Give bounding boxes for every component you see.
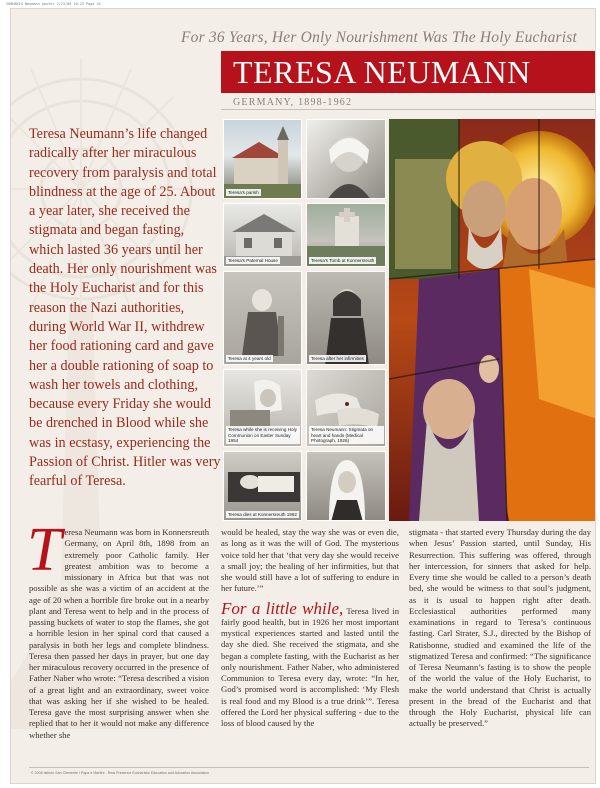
print-registration-mark: SUBHAKE4 Neumann poster 2/23/09 10:23 Page 41 (6, 2, 101, 6)
photo-tomb (306, 203, 386, 267)
woman-illustration (307, 272, 386, 365)
article-column-1 (27, 516, 209, 741)
column-2-text-start: would be healed, stay the way she was or even die, as long as it was the will of God. The mysterious voice told her that ‘that very day she would receive a small joy; the healing of her infirmities, but that she would still have a lot of suffering to endure in her future.’” (221, 527, 399, 594)
photo-holy-communion (223, 369, 302, 447)
photo-caption: Teresa dies at Konnersreuth 1962 (228, 511, 297, 517)
column-1-text: eresa Neumann was born in Konnersreuth Germany, on April 8th, 1898 from an extremely poor Catholic family. Her greatest ambition was to become a missionary in Africa but that was not possible as she was a victim of an accident at the age of 20 when a horrible fire broke out in a nearby plant and Teresa went to help and in the process of passing buckets of water to stop the flames, she got a horrible lesion in her spinal cord that caused a paralysis in both her legs and complete blindness. Teresa then passed her days in prayer, but one day her miraculous recovery occurred in the presence of Father Naber who wrote: “Teresa described a vision of a great light and an extraordinary, sweet voice that was asking her if she wished to be healed. Teresa gave the most surprising answer when she replied that to her it would not make any difference whether she (29, 527, 209, 740)
subtitle-divider (221, 109, 596, 110)
lead-paragraph: Teresa Neumann’s life changed radically after her miraculous recovery from paralysis and total blindness at the age of 25. About a year later, she received the stigmata and began fasting, which lasted 36 years until her death. Her only nourishment was the Holy Eucharist and for this reason the Nazi authorities, during World War II, withdrew her food rationing card and gave her a double rationing of soap to wash her towels and clothing, because every Friday she would be drenched in Blood while she was in ecstasy, experiencing the Passion of Christ. Hitler was very fearful of Teresa. (29, 126, 221, 490)
photo-caption: Teresa's Tomb at Konnersreuth (311, 257, 375, 263)
photo-after-infirmities (306, 271, 386, 365)
child-illustration (224, 272, 302, 365)
photo-caption: Teresa Neumann: Stigmata on heart and hands (Medical Photograph, 1926) (309, 426, 384, 444)
section-lead-in: For a little while, (221, 598, 344, 618)
article-column-3 (409, 527, 591, 730)
photo-caption: Teresa's Paternal House (228, 257, 278, 263)
poster (10, 8, 596, 784)
church-illustration (224, 120, 302, 199)
photo-child (223, 271, 302, 365)
title-banner (221, 51, 596, 93)
photo-caption: Teresa's parish (228, 189, 259, 195)
article-column-2 (221, 527, 399, 729)
column-3-text: stigmata - that started every Thursday during the day when Jesus’ Passion started, until Sunday, His Resurrection. This suffering was offered, through her intercession, for sinners that asked for help. Every time she would be called to a person’s death bed, she would be witness to that soul’s judgment, as it is usual to happen right after death. Ecclesiastical authorities performed many examinations in regard to Teresa’s continuous fasting. Carl Strater, S.J., directed by the Bishop of Ratisbonne, studied and examined the life of the stigmatized Teresa and confirmed: “The significance of Teresa Neumann’s fasting is to show the people of the world the value of the Holy Eucharist, to make the world understand that Christ is actually present in the bread of the Eucharist and that through the Holy Eucharist, physical life can actually be preserved.” (409, 527, 591, 729)
copyright-footer: © 2006 Istituto San Clemente I Papa e Martire - Real Presence Eucharistic Education and Adoration Association (31, 771, 210, 775)
photo-parish (223, 119, 302, 199)
photo-caption: Teresa while she is receiving Holy Communion on Easter Sunday 1954 (226, 426, 300, 444)
footer-divider (29, 767, 589, 768)
photo-grid (223, 119, 386, 521)
photo-caption: Teresa at 4 years old (228, 355, 271, 361)
stained-glass-illustration (389, 119, 596, 521)
photo-caption: Teresa after her infirmities (311, 355, 364, 361)
column-2-text-end: Teresa lived in fairly good health, but in 1926 her most important mystical experiences started and lasted until the day she died. She received the stigmata, and she began a complete fasting, with the Eucharist as her only nourishment. Father Naber, who administered Communion to Teresa every day, wrote: “In her, God’s promised word is accomplished: ‘My Flesh is real food and my Blood is a true drink’”. Teresa offered the Lord her physical suffering - due to the loss of blood caused by the (221, 605, 399, 728)
photo-portrait (306, 119, 386, 199)
drop-cap: T (27, 516, 62, 584)
veiled-woman-illustration (307, 452, 386, 521)
article-body (27, 516, 591, 767)
photo-death (223, 451, 302, 521)
photo-paternal-house (223, 203, 302, 267)
page-title: TERESA NEUMANN (233, 54, 531, 90)
page-subtitle: GERMANY, 1898-1962 (233, 97, 353, 108)
stained-glass-image (389, 119, 596, 521)
photo-veiled-portrait (306, 451, 386, 521)
photo-stigmata (306, 369, 386, 447)
portrait-illustration (307, 120, 386, 199)
tagline: For 36 Years, Her Only Nourishment Was The Holy Eucharist (180, 29, 577, 46)
